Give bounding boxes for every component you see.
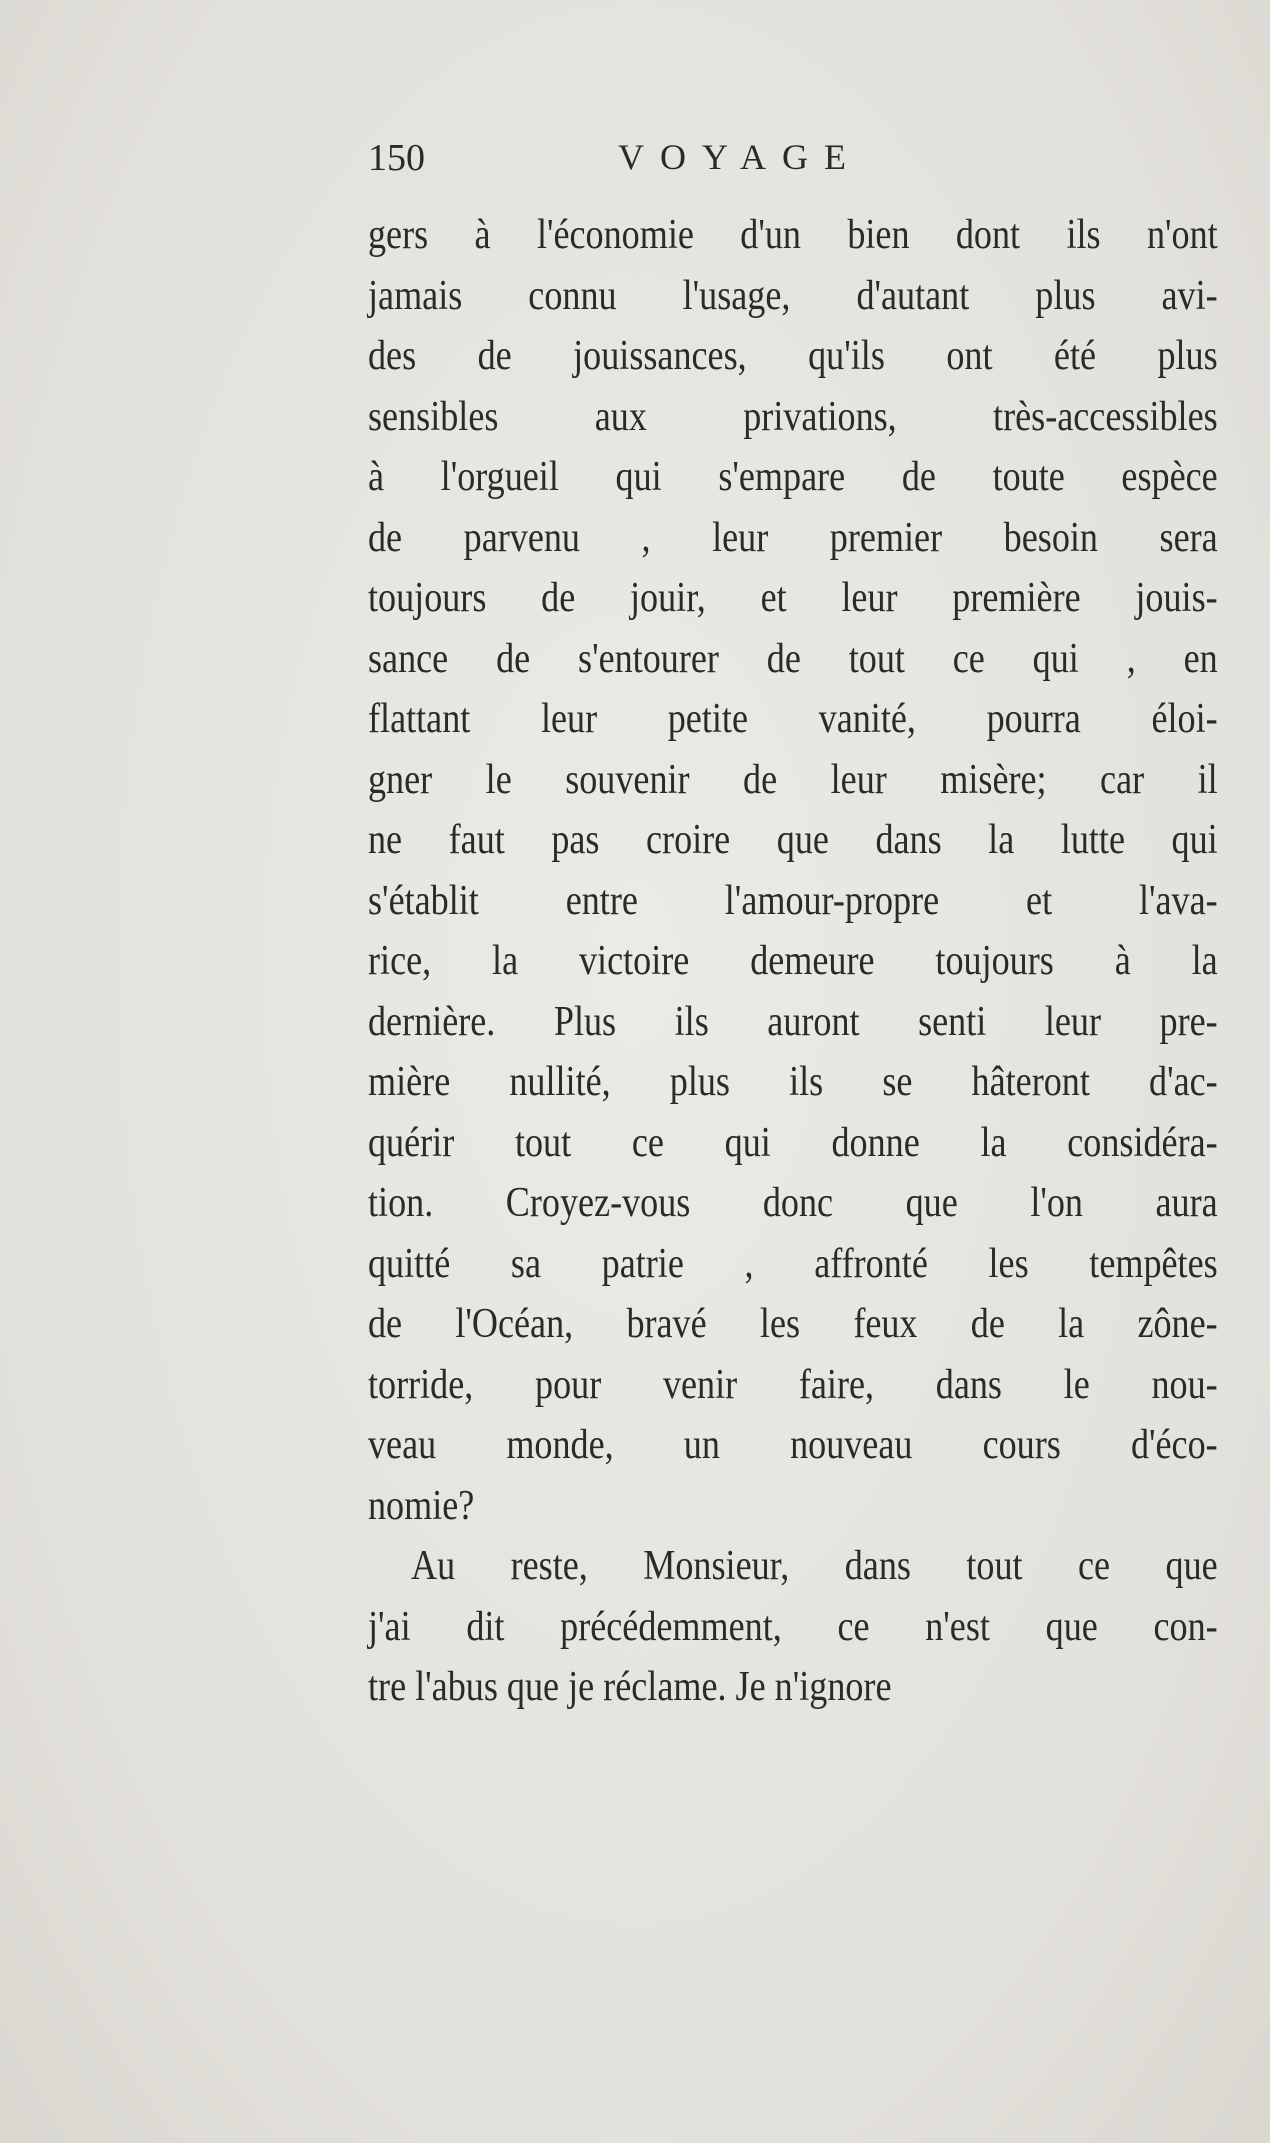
text-line: dernière. Plus ils auront senti leur pre- (368, 998, 1218, 1045)
text-line: quitté sa patrie , affronté les tempêtes (368, 1240, 1218, 1287)
text-line: torride, pour venir faire, dans le nou- (368, 1361, 1218, 1408)
text-line: tion. Croyez-vous donc que l'on aura (368, 1180, 1218, 1226)
text-line: flattant leur petite vanité, pourra éloi- (368, 696, 1218, 742)
text-line: nomie? (368, 1482, 475, 1529)
text-line: ne faut pas croire que dans la lutte qui (368, 817, 1218, 863)
text-line: sensibles aux privations, très-accessibles (368, 393, 1218, 440)
page-number: 150 (368, 137, 425, 179)
body-text (368, 205, 1218, 1718)
page-header (368, 136, 928, 190)
text-line: quérir tout ce qui donne la considéra- (368, 1119, 1218, 1166)
text-line: sance de s'entourer de tout ce qui , en (368, 635, 1218, 682)
text-line: tre l'abus que je réclame. Je n'ignore (368, 1664, 892, 1710)
text-line: veau monde, un nouveau cours d'éco- (368, 1422, 1218, 1468)
text-line: s'établit entre l'amour-propre et l'ava- (368, 877, 1218, 924)
text-line: jamais connu l'usage, d'autant plus avi- (368, 272, 1218, 319)
text-line: j'ai dit précédemment, ce n'est que con- (368, 1603, 1218, 1650)
text-line: des de jouissances, qu'ils ont été plus (368, 333, 1218, 379)
text-line: Au reste, Monsieur, dans tout ce que (411, 1543, 1218, 1589)
text-line: de parvenu , leur premier besoin sera (368, 514, 1218, 561)
text-line: gner le souvenir de leur misère; car il (368, 756, 1218, 803)
text-line: rice, la victoire demeure toujours à la (368, 938, 1218, 984)
text-line: mière nullité, plus ils se hâteront d'ac- (368, 1059, 1218, 1105)
text-line: à l'orgueil qui s'empare de toute espèce (368, 454, 1218, 500)
text-line: toujours de jouir, et leur première jouis- (368, 575, 1218, 621)
running-head: VOYAGE (618, 137, 862, 177)
text-line: de l'Océan, bravé les feux de la zône- (368, 1301, 1218, 1347)
text-line: gers à l'économie d'un bien dont ils n'ont (368, 212, 1218, 258)
